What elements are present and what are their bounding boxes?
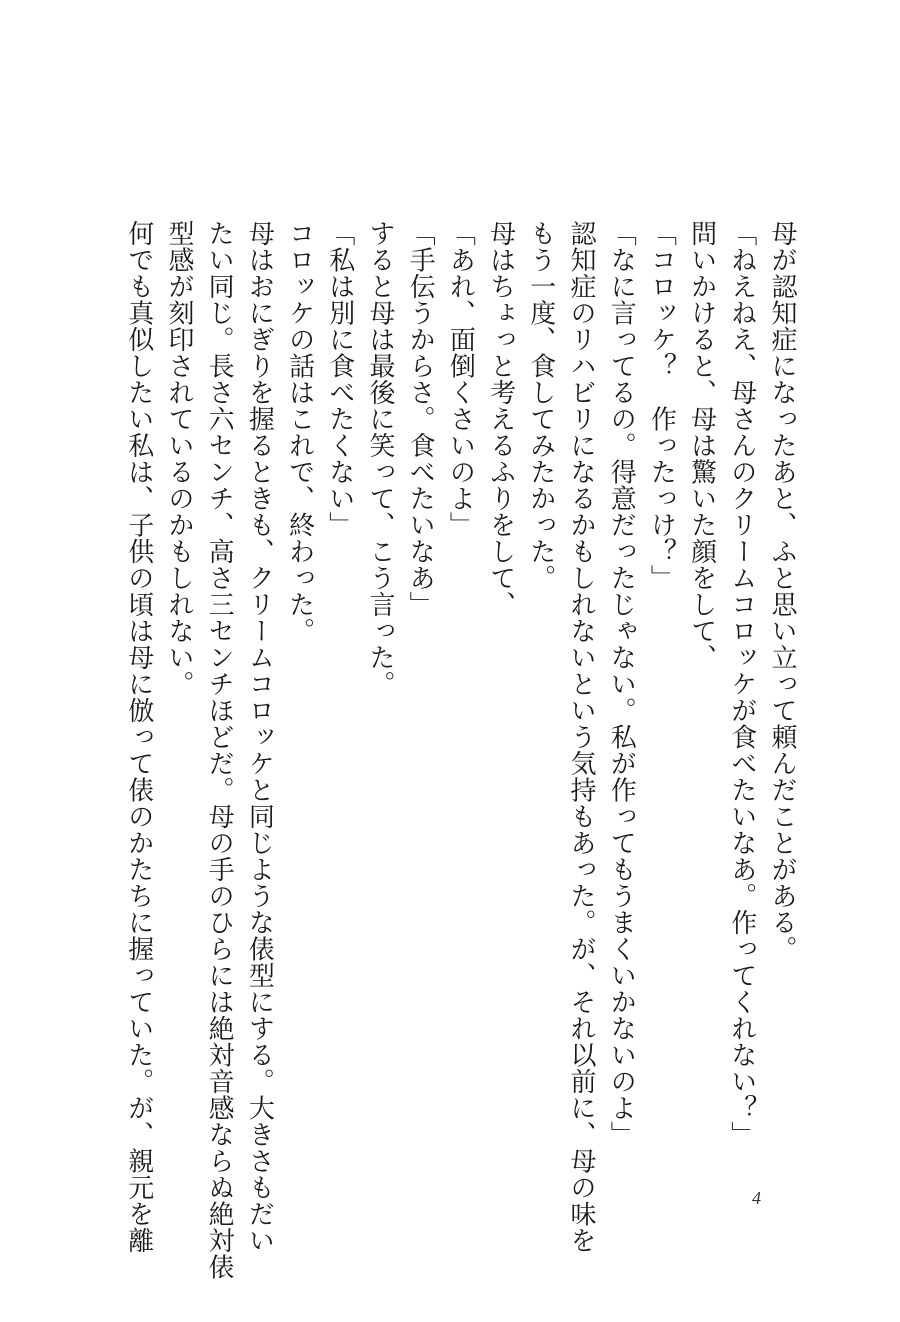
vertical-text-body [119,220,802,1280]
text-line: 「なに言ってるの。得意だったじゃない。私が作ってもうまくいかないのよ」 [606,220,637,1148]
text-line: 「ねえねえ、母さんのクリームコロッケが食べたいなあ。作ってくれない？」 [726,220,757,1148]
text-line: 何でも真似したい私は、子供の頃は母に倣って俵のかたちに握っていた。が、親元を離 [123,220,154,1254]
text-line: たい同じ。長さ六センチ、高さ三センチほどだ。母の手のひらには絶対音感ならぬ絶対俵 [204,220,235,1280]
text-line: すると母は最後に笑って、こう言った。 [364,220,395,697]
text-line: 母はちょっと考えるふりをして、 [485,220,516,618]
text-line: 問いかけると、母は驚いた顔をして、 [686,220,717,671]
text-line: 「手伝うからさ。食べたいなあ」 [405,220,436,618]
text-line: 「コロッケ？ 作ったっけ？」 [646,220,677,591]
text-line: 「あれ、面倒くさいのよ」 [445,220,476,538]
text-line: 型感が刻印されているのかもしれない。 [163,220,194,697]
text-line: 母はおにぎりを握るときも、クリームコロッケと同じような俵型にする。大きさもだい [244,220,275,1254]
text-line: 母が認知症になったあと、ふと思い立って頼んだことがある。 [767,220,797,962]
text-line: 認知症のリハビリになるかもしれないという気持もあった。が、それ以前に、母の味を [565,220,596,1254]
text-line: コロッケの話はこれで、終わった。 [284,220,315,644]
page-number: 4 [752,1188,761,1208]
text-line: もう一度、食してみたかった。 [525,220,556,591]
text-line: 「私は別に食べたくない」 [324,220,355,538]
